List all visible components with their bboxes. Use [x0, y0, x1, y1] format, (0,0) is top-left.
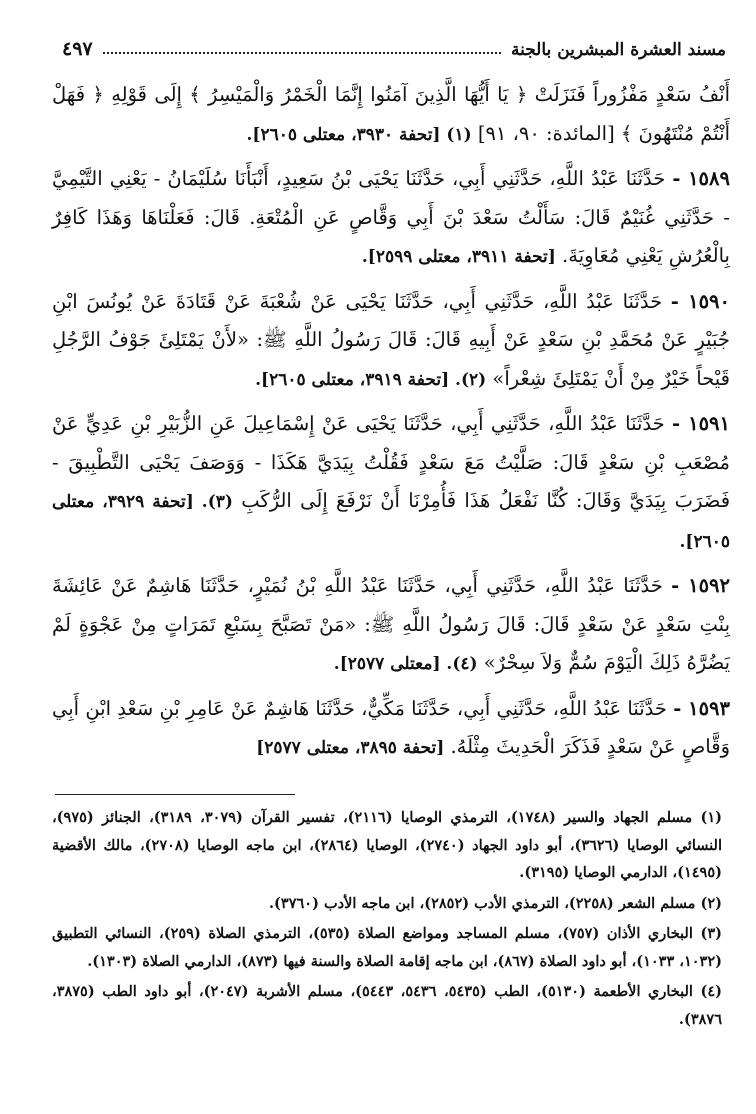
- footnote: (١) مسلم الجهاد والسير (١٧٤٨)، الترمذي الوصايا (٢١١٦)، تفسير القرآن (٣٠٧٩، ٣١٨٩)، الجنائز (٩٧٥)، النسائي الوصايا (٣٦٢٦)، أبو داود الجهاد (٢٧٤٠)، الوصايا (٢٨٦٤)، ابن ماجه الوصايا (٢٧٠٨)، مالك الأقضية (١٤٩٥)، الدارمي الوصايا (٣١٩٥).: [52, 809, 722, 881]
- hadith-number: ١٥٩٠ -: [670, 289, 730, 313]
- hadith-text: حَدَّثَنَا عَبْدُ اللَّهِ، حَدَّثَنِي أَبِي، حَدَّثَنَا يَحْيَى عَنْ إِسْمَاعِيلَ عَنِ الزُّبَيْرِ بْنِ عَدِيٍّ عَنْ مُصْعَبِ بْنِ سَعْدٍ قَالَ: صَلَّيْتُ مَعَ سَعْدٍ فَقُلْتُ بِيَدَيَّ هَكَذَا - وَوَصَفَ يَحْيَى التَّطْبِيقَ - فَضَرَبَ بِيَدَيَّ وَقَالَ: كُنَّا نَفْعَلُ هَذَا فَأُمِرْنَا أَنْ نَرْفَعَ إِلَى الرُّكَبِ: [52, 412, 731, 512]
- footnotes: [52, 804, 722, 1036]
- hadith-paragraph: [52, 160, 730, 277]
- footnote-separator: [55, 794, 295, 795]
- footnote: (٢) مسلم الشعر (٢٢٥٨)، الترمذي الأدب (٢٨٥٢)، ابن ماجه الأدب (٣٧٦٠).: [268, 894, 722, 912]
- hadith-reference: (٣). [تحفة ٣٩٢٩، معتلى ٢٦٠٥].: [52, 492, 730, 552]
- hadith-text: حَدَّثَنَا عَبْدُ اللَّهِ، حَدَّثَنِي أَبِي، حَدَّثَنَا يَحْيَى عَنْ شُعْبَةَ عَنْ قَتَادَةَ عَنْ يُونُسَ ابْنِ جُبَيْرٍ عَنْ مُحَمَّدِ بْنِ سَعْدٍ عَنْ أَبِيهِ قَالَ: قَالَ رَسُولُ اللَّهِ ﷺ: «لأَنْ يَمْتَلِئَ جَوْفُ الرَّجُلِ قَيْحاً خَيْرٌ مِنْ أَنْ يَمْتَلِئَ شِعْراً»: [52, 289, 730, 390]
- hadith-text: حَدَّثَنَا عَبْدُ اللَّهِ، حَدَّثَنِي أَبِي، حَدَّثَنَا عَبْدُ اللَّهِ بْنُ نُمَيْرٍ، حَدَّثَنَا هَاشِمٌ عَنْ عَائِشَةَ بِنْتِ سَعْدٍ عَنْ سَعْدٍ قَالَ: قَالَ رَسُولُ اللَّهِ ﷺ: «مَنْ تَصَبَّحَ بِسَبْعِ تَمَرَاتٍ مِنْ عَجْوَةٍ لَمْ يَضُرَّهُ ذَلِكَ الْيَوْمَ سُمٌّ وَلاَ سِحْرٌ»: [52, 574, 730, 674]
- hadith-reference: (٢). [تحفة ٣٩١٩، معتلى ٢٦٠٥].: [255, 369, 487, 390]
- hadith-paragraph: [52, 283, 730, 400]
- page-number: ٤٩٧: [62, 38, 93, 60]
- main-text: [52, 76, 730, 774]
- hadith-reference: (١) [تحفة ٣٩٣٠، معتلى ٢٦٠٥].: [246, 124, 472, 145]
- hadith-reference: (٤). [معتلى ٢٥٧٧].: [333, 654, 478, 674]
- hadith-reference: [تحفة ٣٨٩٥، معتلى ٢٥٧٧]: [256, 738, 445, 758]
- hadith-paragraph: [52, 405, 730, 561]
- hadith-number: ١٥٩١ -: [672, 412, 730, 435]
- running-header: [62, 28, 726, 60]
- hadith-reference: [تحفة ٣٩١١، معتلى ٢٥٩٩].: [361, 247, 556, 267]
- running-title: مسند العشرة المبشرين بالجنة: [510, 40, 726, 60]
- hadith-number: ١٥٩٣ -: [673, 696, 731, 720]
- hadith-text: أَنْفُ سَعْدٍ مَفْزُوراً فَنَزَلَتْ ﴿ يَا أَيُّهَا الَّذِينَ آمَنُوا إِنَّمَا الْخَمْرُ وَالْمَيْسِرُ ﴾ إِلَى قَوْلِهِ ﴿ فَهَلْ أَنْتُمْ مُنْتَهُونَ ﴾ [المائدة: ٩٠، ٩١]: [52, 83, 730, 145]
- hadith-text: حَدَّثَنَا عَبْدُ اللَّهِ، حَدَّثَنِي أَبِي، حَدَّثَنَا يَحْيَى بْنُ سَعِيدٍ، أَنْبَأَنَا سُلَيْمَانُ - يَعْنِي التَّيْمِيَّ - حَدَّثَنِي غُنَيْمٌ قَالَ: سَأَلْتُ سَعْدَ بْنَ أَبِي وَقَّاصٍ عَنِ الْمُتْعَةِ. قَالَ: فَعَلْنَاهَا وَهَذَا كَافِرٌ بِالْعُرُشِ يَعْنِي مُعَاوِيَةَ.: [52, 167, 730, 267]
- header-dotted-leader: [103, 52, 501, 54]
- footnote: (٣) البخاري الأذان (٧٥٧)، مسلم المساجد ومواضع الصلاة (٥٣٥)، الترمذي الصلاة (٢٥٩)، النسائي التطبيق (١٠٣٢، ١٠٣٣)، أبو داود الصلاة (٨٦٧)، ابن ماجه إقامة الصلاة والسنة فيها (٨٧٣)، الدارمي الصلاة (١٣٠٣).: [52, 925, 722, 970]
- hadith-text: حَدَّثَنَا عَبْدُ اللَّهِ، حَدَّثَنِي أَبِي، حَدَّثَنَا مَكِّيٌّ، حَدَّثَنَا هَاشِمٌ عَنْ عَامِرِ بْنِ سَعْدِ ابْنِ أَبِي وَقَّاصٍ عَنْ سَعْدٍ فَذَكَرَ الْحَدِيثَ مِثْلَهُ.: [52, 696, 730, 758]
- footnote: (٤) البخاري الأطعمة (٥١٣٠)، الطب (٥٤٣٥، ٥٤٣٦، ٥٤٤٣)، مسلم الأشربة (٢٠٤٧)، أبو داود الطب (٣٨٧٥، ٣٨٧٦).: [52, 983, 723, 1028]
- hadith-paragraph: [52, 76, 730, 154]
- hadith-paragraph: [52, 567, 730, 684]
- hadith-number: ١٥٨٩ -: [672, 167, 730, 190]
- hadith-number: ١٥٩٢ -: [671, 574, 730, 597]
- hadith-paragraph: [52, 690, 730, 768]
